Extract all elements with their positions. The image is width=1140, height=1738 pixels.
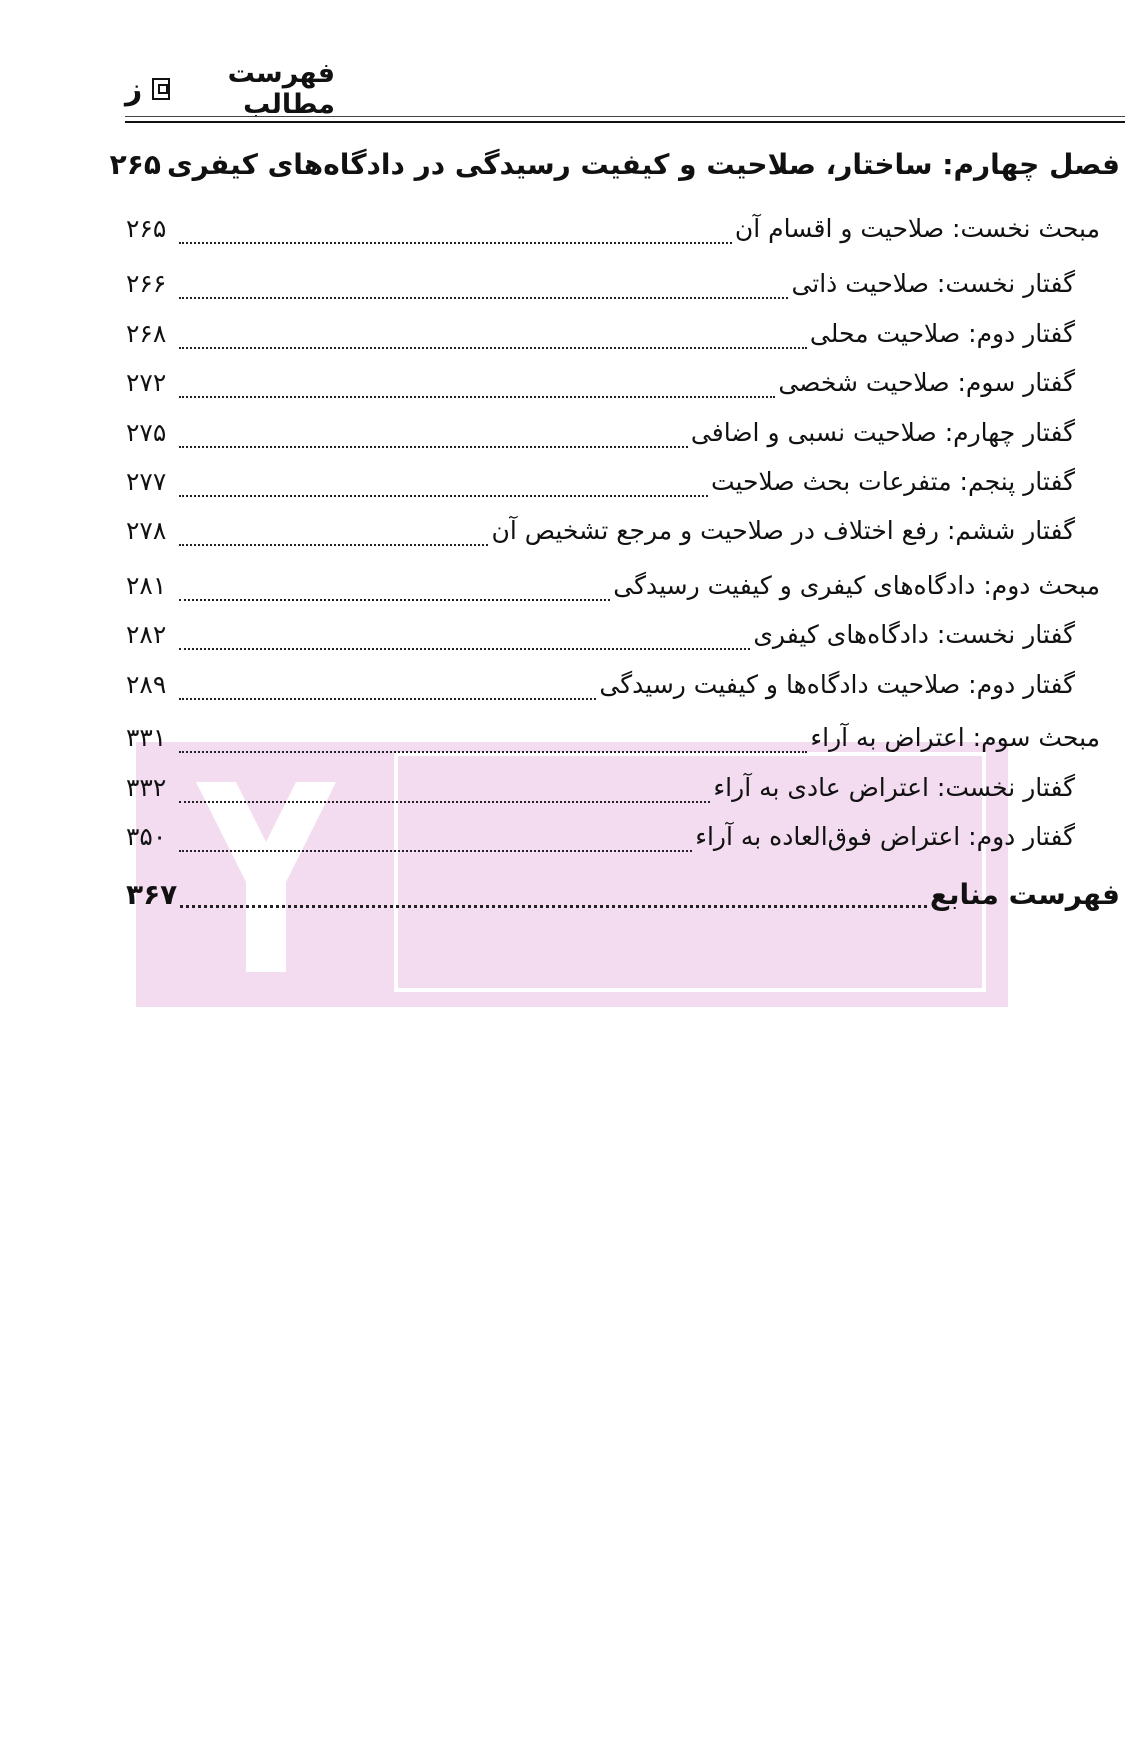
toc-entry-title: گفتار سوم: صلاحیت شخصی	[778, 368, 1075, 397]
toc-entry[interactable]	[126, 319, 1075, 359]
dot-leader	[179, 347, 807, 349]
toc-entry-page: ۲۷۷	[126, 467, 167, 496]
dot-leader	[179, 396, 775, 398]
toc-entry[interactable]	[126, 467, 1075, 507]
dot-leader	[180, 905, 927, 908]
toc-entry-title: مبحث سوم: اعتراض به آراء	[810, 723, 1100, 752]
toc-entry-page: ۲۶۸	[126, 319, 167, 348]
toc-entry[interactable]	[126, 571, 1100, 611]
toc-entry-page: ۳۳۲	[126, 773, 167, 802]
toc-entry-page: ۲۷۲	[126, 368, 167, 397]
toc-entry-page: ۲۷۸	[126, 516, 167, 545]
toc-entry-title: گفتار دوم: اعتراض فوق‌العاده به آراء	[695, 822, 1075, 851]
page-number: ز	[125, 71, 143, 107]
dot-leader	[179, 648, 750, 650]
toc-entry-page: ۲۸۱	[126, 571, 167, 600]
toc-entry-title: گفتار دوم: صلاحیت محلی	[809, 319, 1075, 348]
toc-entry-page: ۲۶۵	[109, 148, 161, 181]
toc-entry[interactable]	[126, 723, 1100, 763]
toc-entry[interactable]	[109, 148, 1120, 188]
toc-entry-title: گفتار ششم: رفع اختلاف در صلاحیت و مرجع تشخیص آن	[491, 516, 1075, 545]
dot-leader	[179, 698, 596, 700]
toc-entry[interactable]	[126, 368, 1075, 408]
dot-leader	[179, 751, 807, 753]
dot-leader	[179, 801, 710, 803]
dot-leader	[179, 297, 788, 299]
toc-entry-title: فهرست منابع	[929, 878, 1120, 911]
toc-entry-page: ۲۶۵	[126, 214, 167, 243]
toc-entry-title: گفتار پنجم: متفرعات بحث صلاحیت	[710, 467, 1075, 496]
toc-entry-page: ۲۸۲	[126, 620, 167, 649]
toc-entry[interactable]	[126, 620, 1075, 660]
dot-leader	[179, 599, 610, 601]
toc-entry[interactable]	[126, 516, 1075, 556]
toc-entry-title: فصل چهارم: ساختار، صلاحیت و کیفیت رسیدگی در دادگاه‌های کیفری	[166, 148, 1120, 181]
toc-entry-title: گفتار نخست: دادگاه‌های کیفری	[753, 620, 1075, 649]
toc-entry-title: گفتار نخست: اعتراض عادی به آراء	[713, 773, 1075, 802]
toc-entry[interactable]	[126, 670, 1075, 710]
toc-entry[interactable]	[126, 773, 1075, 813]
toc-entry-title: گفتار نخست: صلاحیت ذاتی	[791, 269, 1075, 298]
toc-entry-title: مبحث دوم: دادگاه‌های کیفری و کیفیت رسیدگی	[613, 571, 1100, 600]
header-title: فهرست مطالب	[227, 58, 335, 120]
dot-leader	[179, 446, 688, 448]
toc-entry-page: ۳۵۰	[126, 822, 167, 851]
toc-entry-title: مبحث نخست: صلاحیت و اقسام آن	[734, 214, 1100, 243]
dot-leader	[179, 850, 692, 852]
toc-entry-page: ۳۳۱	[126, 723, 167, 752]
toc-entry[interactable]	[126, 418, 1075, 458]
toc-entry-page: ۲۷۵	[126, 418, 167, 447]
toc-entry-title: گفتار چهارم: صلاحیت نسبی و اضافی	[690, 418, 1075, 447]
toc-entry-title: گفتار دوم: صلاحیت دادگاه‌ها و کیفیت رسیدگی	[599, 670, 1075, 699]
dot-leader	[179, 544, 488, 546]
toc-entry[interactable]	[126, 214, 1100, 254]
toc-entry-page: ۲۶۶	[126, 269, 167, 298]
dot-leader	[179, 242, 732, 244]
toc-entry-page: ۳۶۷	[126, 878, 178, 911]
toc-entry-page: ۲۸۹	[126, 670, 167, 699]
toc-entry[interactable]	[126, 822, 1075, 862]
toc-entry[interactable]	[126, 269, 1075, 309]
toc-entry[interactable]	[126, 878, 1120, 918]
dot-leader	[179, 495, 708, 497]
